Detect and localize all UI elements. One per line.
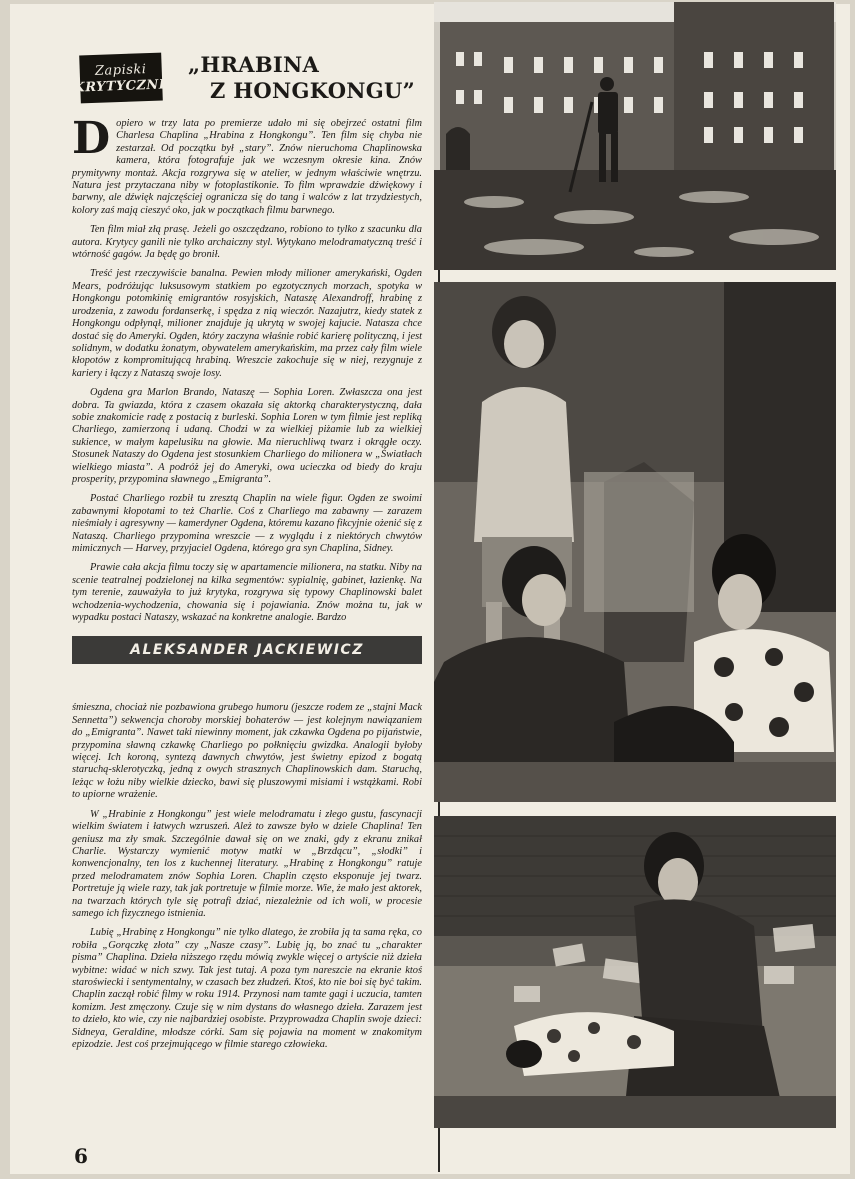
dropcap: D xyxy=(72,113,111,164)
title-line1: „HRABINA xyxy=(188,52,320,77)
film-still-couple xyxy=(434,282,836,802)
article-header xyxy=(72,46,422,118)
paragraph: W „Hrabinie z Hongkongu” jest wiele melodramatu i złego gustu, fascynacji wielkim światem i łatwych wzruszeń. Ależ to zawsze było w dziele Chaplina! Ten geniusz ma zły smak. Szczególnie dawał się on we znaki, gdy z ekranu znikał Charlie. Wystarczy wymienić motyw matki w „Brzdącu”, „słodki” i konwencjonalny, ten los z kuchennej literatury. „Hrabinę z Hongkongu” ratuje przed melodramatem znów Sophia Loren. Chaplin często eksponuje jej twarz. Portretuje ją wiele razy, tak jak portretuje w filmie morze. Wie, że mało jest aktorek, na twarzach których tyle się potrafi dziać, niezależnie od ich woli, w procesie samego ich fizycznego istnienia. xyxy=(72,808,422,919)
article-title xyxy=(188,52,415,104)
section-badge xyxy=(73,53,170,104)
badge-line2: KRYTYCZNE xyxy=(73,76,170,96)
title-line2: Z HONGKONGU” xyxy=(210,78,416,103)
paragraph: Treść jest rzeczywiście banalna. Pewien młody milioner amerykański, Ogden Mears, podróżując luksusowym statkiem po egzotycznych morzach, spotyka w Hongkongu potomkinię emigrantów rosyjskich, Nataszę Alexandroff, hrabinę z urodzenia, z zawodu fordanserkę, i spędza z nią wieczór. Nazajutrz, kiedy statek z Hongkongu odpłynął, milioner znajduje ją ukrytą w swojej kajucie. Natasza chce dostać się do Ameryki. Ogden, który zaczyna właśnie robić karierę polityczną, i jest solidnym, w dodatku żonatym, obywatelem amerykańskim, ma przez cały film wiele kłopotów z kompromitującą hrabiną. Wreszcie zakochuje się w niej, rezygnuje z kariery i łączy z Nataszą swoje losy. xyxy=(72,268,422,379)
author-bar xyxy=(72,636,422,664)
paragraph: śmieszna, chociaż nie pozbawiona grubego humoru (jeszcze rodem ze „stajni Mack Sennetta”) sekwencja choroby morskiej bohaterów — jest kolejnym nawiązaniem do „Emigranta”. Nawet taki niewinny moment, jak czkawka Ogdena po pijaństwie, przypomina sławną czkawkę Charliego po połknięciu gwizdka. Analogii byłoby więcej. Ich koroną, syntezą dawnych chwytów, jest świetny epizod z bogatą staruchą-sklerotyczką, jedną z owych strasznych Chaplinowskich dam. Staruchą, leżąc w łożu niby wielkie dziecko, bawi się pluszowymi misiami i wstążkami. Robi to upiorne wrażenie. xyxy=(72,702,422,801)
film-still-rubble xyxy=(434,816,836,1128)
badge-line1: Zapiski xyxy=(94,61,147,79)
article-column xyxy=(72,46,422,1058)
paragraph: Dopiero w trzy lata po premierze udało mi się obejrzeć ostatni film Charlesa Chaplina „Hrabina z Hongkongu”. Ten film się chyba nie zestarzał. Od początku był „stary”. Znów nieruchoma Chaplinowska kamera, która fotografuje jak we wczesnym okresie kina. Znów prymitywny montaż. Akcja rozgrywa się w atelier, w jednym właściwie wnętrzu. Natura jest przytaczana niby w fotoplastikonie. To film wprawdzie dźwiękowy i barwny, ale dźwięk najczęściej ogranicza się do tang i walców z lat trzydziestych, kolory zaś mają cieszyć oko, jak w początkach filmu barwnego. xyxy=(72,113,422,216)
page-number: 6 xyxy=(74,1144,88,1168)
paragraph: Ogdena gra Marlon Brando, Nataszę — Sophia Loren. Zwłaszcza ona jest dobra. Ta gwiazda, która z czasem okazała się aktorką charakterystyczną, dała sobie znakomicie radę z postacią z burleski. Sophia Loren w tym filmie jest repliką Charliego, zamierzoną i udaną. Chodzi w za wielkiej piżamie lub za wielkiej sukience, w małym kapelusiku na głowie. Ma nieruchliwą twarz i okrągłe oczy. Stosunek Nataszy do Ogdena jest stosunkiem Charliego do milionera w „Światłach wielkiego miasta”. A podróż jej do Ameryki, owa ucieczka od biedy do kraju prosperity, przypomina sławnego „Emigranta”. xyxy=(72,387,422,485)
paragraph: Lubię „Hrabinę z Hongkongu” nie tylko dlatego, że zrobiła ją ta sama ręka, co robiła „Gorączkę złota” czy „Nasze czasy”. Lubię ją, bo znać tu „charakter pisma” Chaplina. Dzieła niższego rzędu mówią zwykle więcej o artyście niż dzieła wybitne: widać w nich szwy. Tak jest tutaj. A poza tym nareszcie na ekranie ktoś staroświecki i sentymentalny, w czasach bez złudzeń. Ktoś, kto nie boi się być takim. Chaplin zaczął robić filmy w roku 1914. Przynosi nam tamte gagi i uczucia, tamten komizm. Jest zmęczony. Czuje się w nim dystans do własnego dzieła. Zarazem jest to dzieło, kto wie, czy nie najbardziej osobiste. Przyprowadza Chaplin swoje dzieci: Sidneya, Geraldine, młodsze córki. Sam się pojawia na moment w znakomitym epizodzie. Jest coś przejmującego w filmie starego człowieka. xyxy=(72,927,422,1050)
paragraph: Prawie cała akcja filmu toczy się w apartamencie milionera, na statku. Niby na scenie teatralnej podzielonej na kilka segmentów: sypialnię, gabinet, łazienkę. Na tym terenie, zauważyła to już krytyka, rozgrywa się typowy Chaplinowski balet wchodzenia-wychodzenia, chowania się i pojawiania. Znów można tu, jak w wypadku postaci Nataszy, wskazać na konkretne analogie. Bardzo xyxy=(72,562,422,624)
paragraph: Ten film miał złą prasę. Jeżeli go oszczędzano, robiono to tylko z szacunku dla autora. Krytycy ganili nie tylko archaiczny styl. Wytykano melodramatyczną treść i wtórność gagów. Ja będę go bronił. xyxy=(72,224,422,261)
article-body xyxy=(72,113,422,1051)
film-still-building xyxy=(434,2,836,270)
author-name: ALEKSANDER JACKIEWICZ xyxy=(130,642,364,659)
paragraph: Postać Charliego rozbił tu zresztą Chaplin na wiele figur. Ogden ze swoimi zabawnymi kłopotami to też Charlie. Coś z Charliego ma zabawny — zarazem nieśmiały i agresywny — kamerdyner Ogdena, któremu kazano fikcyjnie ożenić się z Nataszą. Charliego przypomina wreszcie — z wyglądu i z niektórych chwytów mimicznych — Harvey, przyjaciel Ogdena, którego gra syn Chaplina, Sidney. xyxy=(72,493,422,554)
